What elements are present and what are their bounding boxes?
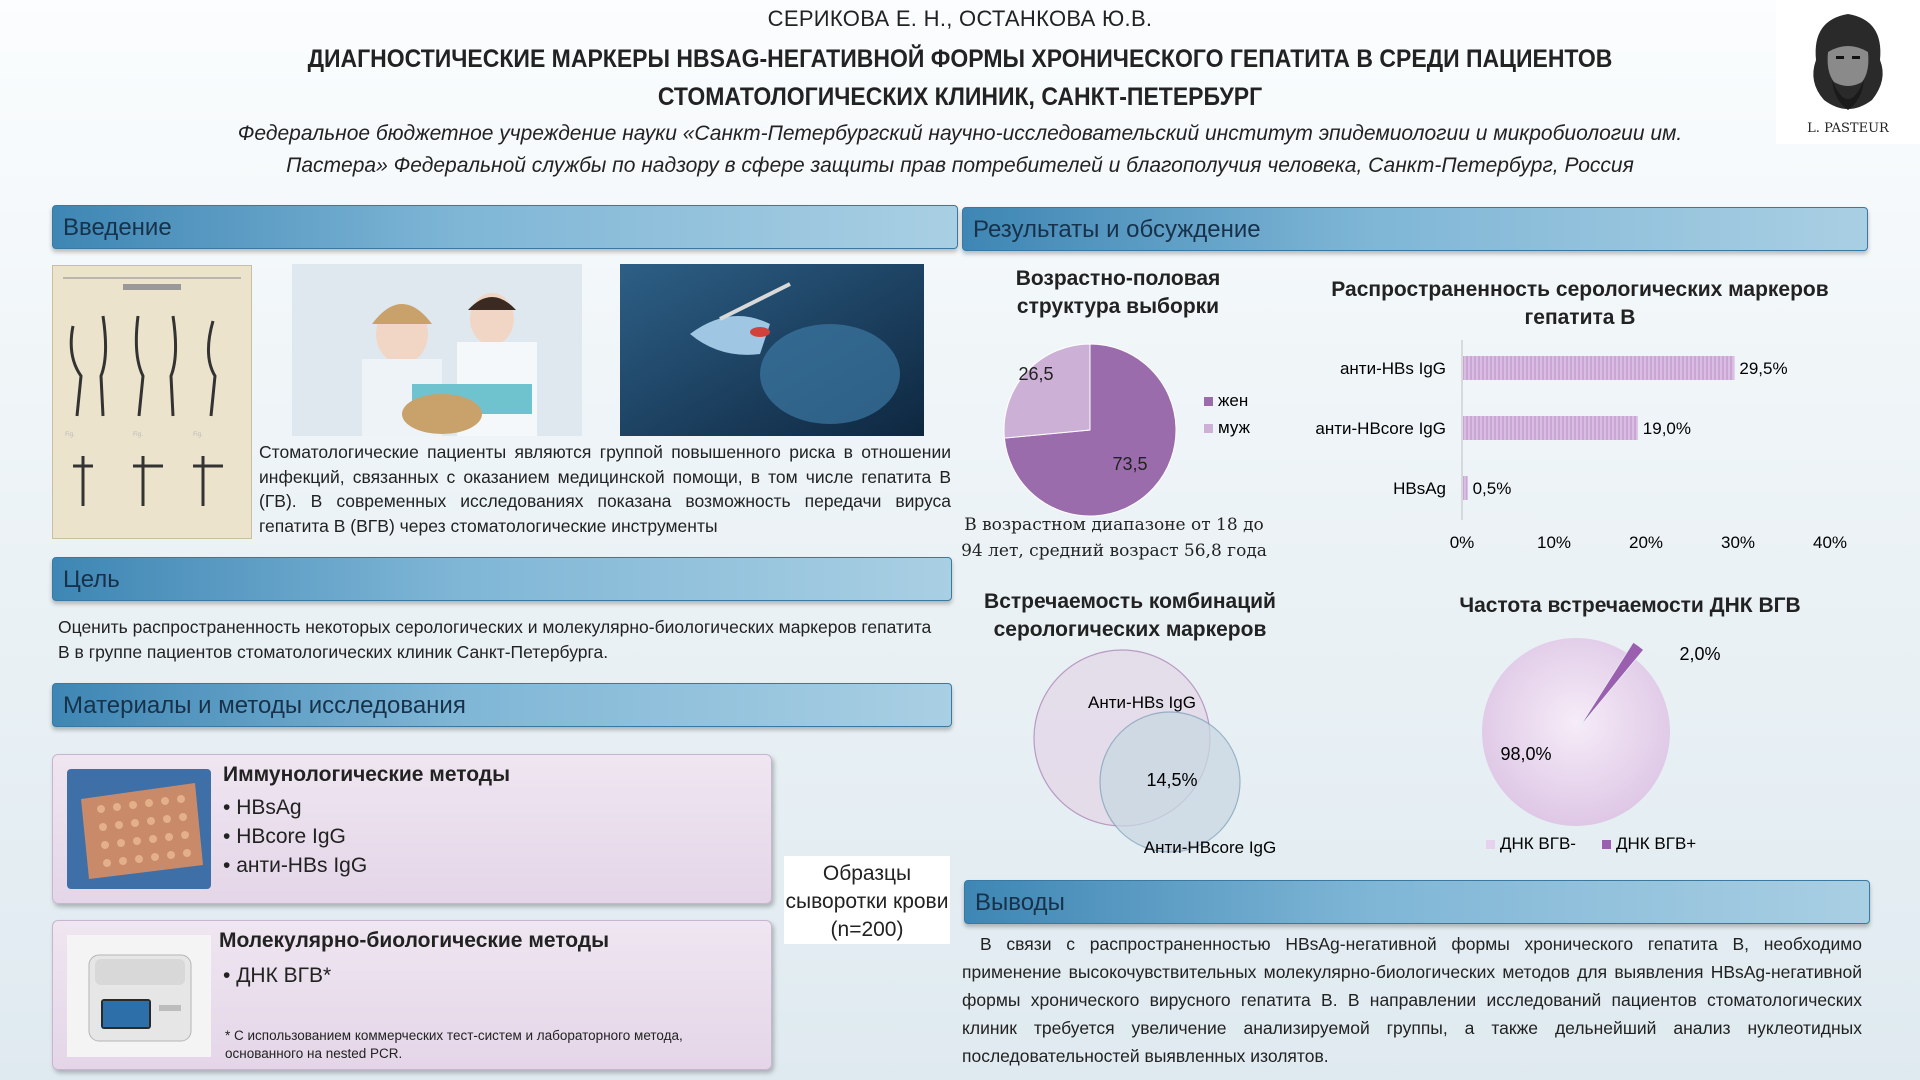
goal-text: Оценить распространенность некоторых серологических и молекулярно-биологических маркеров гепатита В в группе пациентов стоматологических клиник Санкт-Петербурга.	[58, 617, 932, 662]
surgery-photo	[620, 264, 924, 436]
bar-value-label: 19,0%	[1642, 419, 1692, 438]
methods-heading: Материалы и методы исследования	[52, 683, 952, 727]
bar	[1463, 416, 1638, 440]
pie-label-male: 26,5	[1018, 364, 1054, 384]
pie-slice-male	[1004, 344, 1090, 438]
x-tick-label: 10%	[1536, 533, 1572, 552]
pasteur-logo	[1776, 0, 1920, 144]
list-item: • ДНК ВГВ*	[223, 961, 331, 990]
chart-markers	[1290, 340, 1870, 560]
chart-age-sex	[990, 330, 1290, 530]
venn-label-anti-hbcore: Анти-HBcore IgG	[1143, 838, 1277, 857]
pasteur-portrait-icon	[1776, 0, 1920, 120]
chart-dna	[1480, 630, 1810, 860]
legend-swatch-dna-positive	[1602, 840, 1611, 849]
microplate-image	[67, 769, 211, 889]
molecular-title: Молекулярно-биологические методы	[219, 929, 610, 952]
list-item: • HBcore IgG	[223, 822, 367, 851]
bar	[1463, 476, 1468, 500]
bar-category-label: анти-HBs IgG	[1339, 359, 1446, 378]
bar-category-label: HBsAg	[1393, 479, 1446, 498]
conclusions-heading: Выводы	[964, 880, 1870, 924]
x-tick-label: 40%	[1812, 533, 1848, 552]
affiliation-line-1: Федеральное бюджетное учреждение науки «Санкт-Петербургский научно-исследовательский институт эпидемиологии и микробиологии им.	[237, 122, 1683, 145]
samples-label: Образцы сыворотки крови (n=200)	[784, 856, 950, 944]
bar	[1463, 356, 1734, 380]
venn-intersection-label: 14,5%	[1146, 770, 1198, 790]
svg-text:Fig.: Fig.	[133, 431, 144, 438]
legend-label-dna-positive: ДНК ВГВ+	[1616, 834, 1697, 853]
immuno-list	[223, 793, 367, 880]
venn-label-anti-hbs: Анти-HBs IgG	[1088, 693, 1196, 712]
authors: СЕРИКОВА Е. Н., ОСТАНКОВА Ю.В.	[767, 6, 1153, 31]
dentist-photo	[292, 264, 582, 436]
molecular-list	[223, 961, 331, 990]
chart-dna-title: Частота встречаемости ДНК ВГВ	[1459, 594, 1801, 617]
bar-category-label: анти-HBcore IgG	[1315, 419, 1446, 438]
pie-label-female: 73,5	[1112, 454, 1148, 474]
poster-title	[261, 40, 1659, 116]
immuno-title: Иммунологические методы	[223, 763, 511, 786]
affiliation	[180, 118, 1740, 182]
legend-label-dna-negative: ДНК ВГВ-	[1500, 834, 1576, 853]
x-tick-label: 0%	[1449, 533, 1475, 552]
title-line-2: СТОМАТОЛОГИЧЕСКИХ КЛИНИК, САНКТ-ПЕТЕРБУРГ	[657, 83, 1263, 111]
results-heading: Результаты и обсуждение	[962, 207, 1868, 251]
footnote	[225, 1027, 683, 1063]
chart-markers-title: Распространенность серологических маркеров гепатита В	[1331, 278, 1829, 329]
list-item: • HBsAg	[223, 793, 367, 822]
age-note: В возрастном диапазоне от 18 до 94 лет, средний возраст 56,8 года	[961, 515, 1267, 561]
logo-caption: L. PASTEUR	[1807, 121, 1889, 136]
pie-label-dna-negative: 98,0%	[1500, 744, 1552, 764]
legend-label-male: муж	[1218, 418, 1250, 437]
molecular-methods-box	[52, 920, 772, 1070]
svg-text:Fig.: Fig.	[193, 431, 204, 438]
chart-venn	[1030, 646, 1290, 866]
bar-value-label: 0,5%	[1472, 479, 1512, 498]
legend-label-female: жен	[1218, 391, 1249, 410]
intro-heading: Введение	[52, 205, 958, 249]
pcr-device-image	[67, 935, 211, 1057]
immunological-methods-box	[52, 754, 772, 904]
svg-text:Fig.: Fig.	[65, 431, 76, 438]
legend-swatch-dna-negative	[1486, 840, 1495, 849]
conclusions-text: В связи с распространенностью HBsAg-негативной формы хронического гепатита В, необходимо применение высокочувствительных молекулярно-биологических методов для выявления HBsAg-негативной формы хронического вирусного гепатита В. В направлении исследований пациентов стоматологических клиник требуется увеличение анализируемой группы, а также дельнейший анализ нуклеотидных последовательностей выявленных изолятов.	[962, 934, 1862, 1066]
legend-swatch-male	[1204, 424, 1213, 433]
x-tick-label: 30%	[1720, 533, 1756, 552]
legend-swatch-female	[1204, 397, 1213, 406]
bar-value-label: 29,5%	[1739, 359, 1788, 378]
chart-age-sex-title: Возрастно-половая структура выборки	[1015, 267, 1221, 318]
title-line-1: ДИАГНОСТИЧЕСКИЕ МАРКЕРЫ HBSAG-НЕГАТИВНОЙ ФОРМЫ ХРОНИЧЕСКОГО ГЕПАТИТА В СРЕДИ ПАЦИЕНТОВ	[307, 45, 1613, 73]
x-tick-label: 20%	[1628, 533, 1664, 552]
intro-text: Стоматологические пациенты являются группой повышенного риска в отношении инфекций, связанных с оказанием медицинской помощи, в том числе гепатита В (ГВ). В современных исследованиях показана возможность передачи вируса гепатита В (ВГВ) через стоматологические инструменты	[259, 442, 951, 536]
footnote-line-1: * С использованием коммерческих тест-систем и лабораторного метода,	[225, 1028, 683, 1043]
pie-slice-dna-negative	[1482, 638, 1670, 826]
pie-label-dna-positive: 2,0%	[1679, 644, 1721, 664]
chart-venn-title: Встречаемость комбинаций серологических маркеров	[984, 590, 1276, 641]
goal-heading: Цель	[52, 557, 952, 601]
affiliation-line-2: Пастера» Федеральной службы по надзору в сфере защиты прав потребителей и благополучия человека, Санкт-Петербург, Россия	[286, 154, 1634, 177]
dental-instruments-image	[52, 265, 252, 539]
list-item: • анти-HBs IgG	[223, 851, 367, 880]
footnote-line-2: основанного на nested PCR.	[225, 1046, 403, 1061]
